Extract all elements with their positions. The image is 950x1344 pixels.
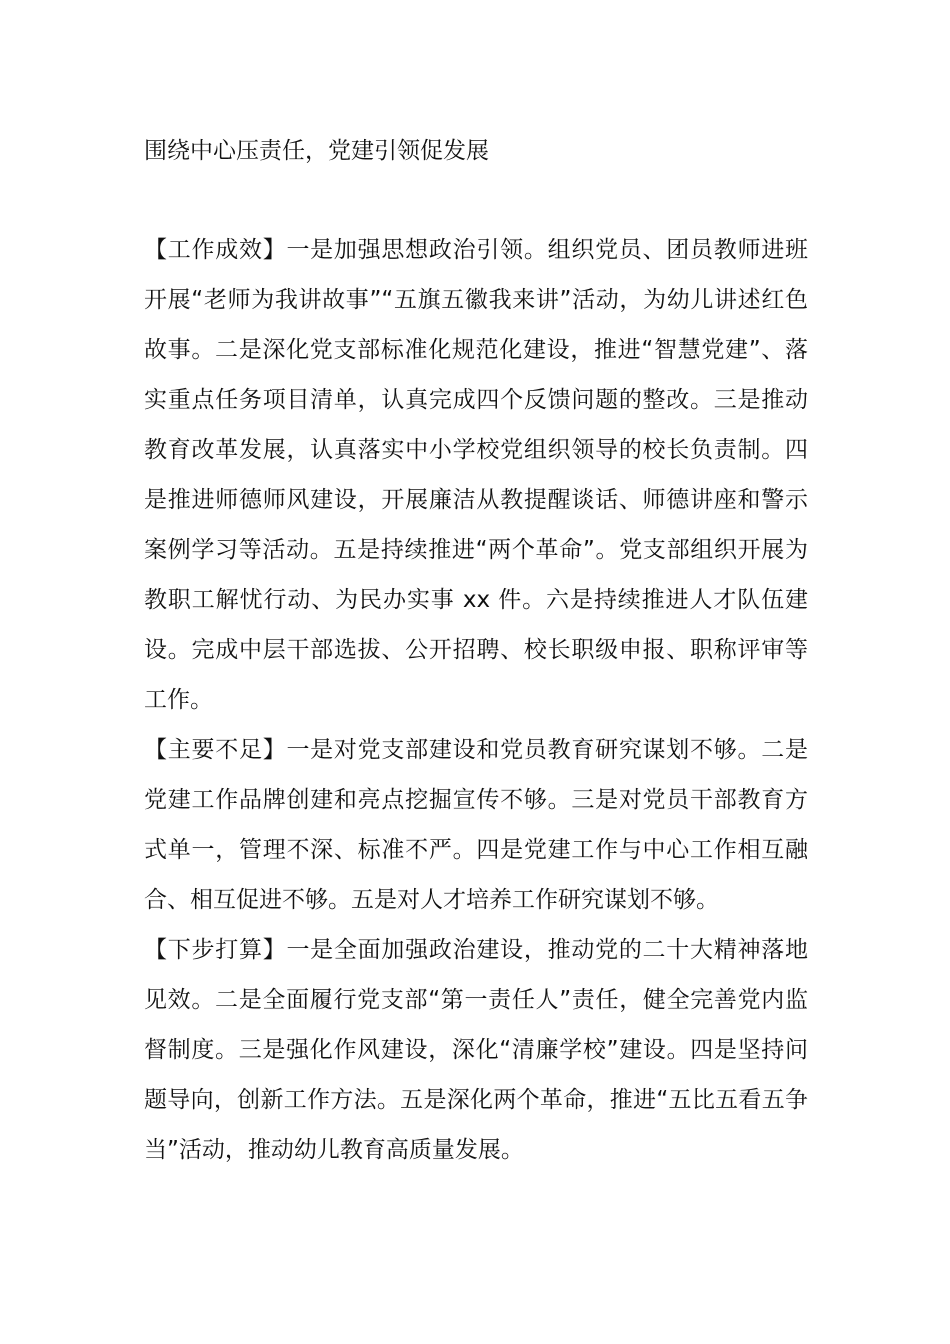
paragraph-work-results: 【工作成效】一是加强思想政治引领。组织党员、团员教师进班开展“老师为我讲故事”“五旗五徽我来讲”活动，为幼儿讲述红色故事。二是深化党支部标准化规范化建设，推进“智慧党建”、落实重点任务项目清单，认真完成四个反馈问题的整改。三是推动教育改革发展，认真落实中小学校党组织领导的校长负责制。四是推进师德师风建设，开展廉洁从教提醒谈话、师德讲座和警示案例学习等活动。五是持续推进“两个革命”。党支部组织开展为教职工解忧行动、为民办实事 xx 件。六是持续推进人才队伍建设。完成中层干部选拔、公开招聘、校长职级申报、职称评审等工作。 bbox=[144, 237, 808, 713]
document-title: 围绕中心压责任，党建引领促发展 bbox=[144, 138, 489, 164]
paragraph-next-plans: 【下步打算】一是全面加强政治建设，推动党的二十大精神落地见效。二是全面履行党支部“第一责任人”责任，健全完善党内监督制度。三是强化作风建设，深化“清廉学校”建设。四是坚持问题导向，创新工作方法。五是深化两个革命，推进“五比五看五争当”活动，推动幼儿教育高质量发展。 bbox=[144, 937, 808, 1163]
document-body bbox=[144, 225, 808, 1175]
paragraph-shortcomings: 【主要不足】一是对党支部建设和党员教育研究谋划不够。二是党建工作品牌创建和亮点挖掘宣传不够。三是对党员干部教育方式单一，管理不深、标准不严。四是党建工作与中心工作相互融合、相互促进不够。五是对人才培养工作研究谋划不够。 bbox=[144, 737, 808, 913]
